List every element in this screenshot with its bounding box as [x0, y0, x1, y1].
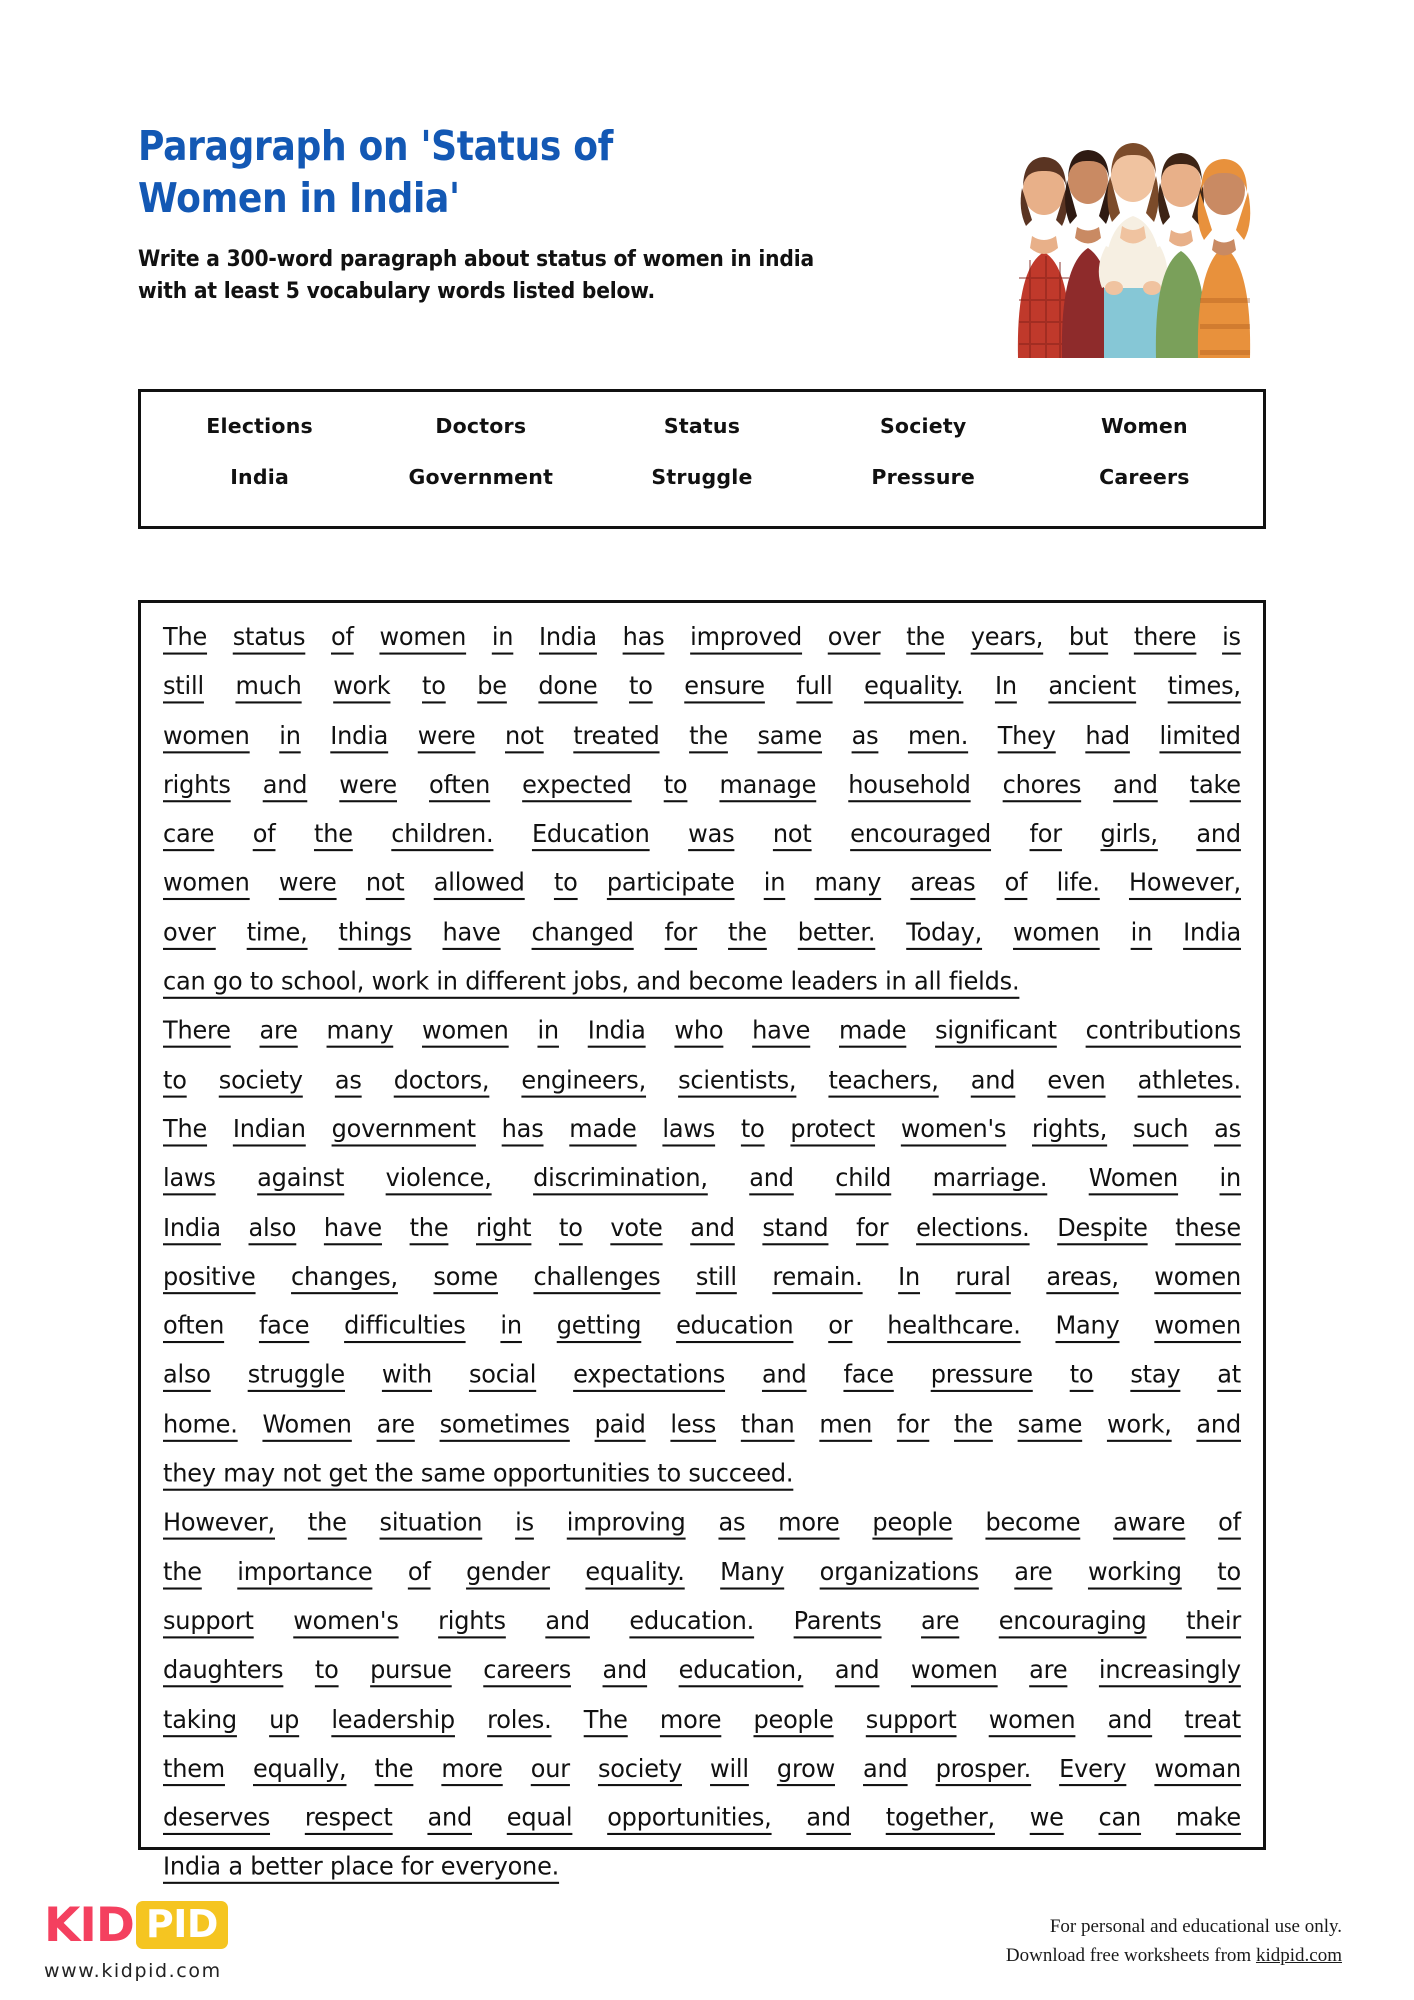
answer-line: India a better place for everyone. — [163, 1852, 560, 1882]
answer-line: can go to school, work in different jobs, and become leaders in all fields. — [163, 966, 1020, 996]
answer-line: to society as doctors, engineers, scientists, teachers, and even athletes. — [163, 1065, 1241, 1095]
answer-line: taking up leadership roles. The more people support women and treat — [163, 1704, 1241, 1734]
logo-kid-text: KID — [44, 1897, 134, 1953]
answer-line: support women's rights and education. Parents are encouraging their — [163, 1606, 1241, 1636]
vocabulary-word: Pressure — [871, 465, 976, 489]
answer-line: positive changes, some challenges still remain. In rural areas, women — [163, 1261, 1241, 1291]
vocabulary-word: Doctors — [435, 414, 527, 438]
answer-line: home. Women are sometimes paid less than men for the same work, and — [163, 1409, 1241, 1439]
answer-paragraph-box[interactable] — [138, 600, 1266, 1882]
answer-line: There are many women in India who have made significant contributions — [163, 1015, 1241, 1045]
vocabulary-word: Status — [663, 414, 741, 438]
answer-line: women were not allowed to participate in many areas of life. However, — [163, 868, 1241, 898]
vocabulary-row — [149, 414, 1255, 438]
answer-line: they may not get the same opportunities to succeed. — [163, 1458, 794, 1488]
instruction-text: Write a 300-word paragraph about status of women in india with at least 5 vocabulary words listed below. — [138, 245, 814, 305]
answer-line: daughters to pursue careers and education, and women are increasingly — [163, 1655, 1241, 1685]
answer-line: However, the situation is improving as more people become aware of — [163, 1507, 1241, 1537]
footer-note-line2 — [1006, 1941, 1342, 1970]
footer-note-prefix: Download free worksheets from — [1005, 1945, 1256, 1967]
answer-line: over time, things have changed for the better. Today, women in India — [163, 917, 1241, 947]
group-of-diverse-women-illustration — [1000, 128, 1266, 358]
vocabulary-row — [149, 465, 1255, 489]
answer-line: still much work to be done to ensure full equality. In ancient times, — [163, 671, 1241, 701]
answer-paragraph-text — [163, 613, 1241, 1892]
logo-pid-text: PID — [136, 1901, 228, 1949]
vocabulary-word: Elections — [206, 414, 313, 438]
answer-line: also struggle with social expectations and face pressure to stay at — [163, 1360, 1241, 1390]
answer-line: the importance of gender equality. Many organizations are working to — [163, 1556, 1241, 1587]
answer-line: deserves respect and equal opportunities, and together, we can make — [163, 1802, 1241, 1833]
answer-line: rights and were often expected to manage household chores and take — [163, 769, 1241, 800]
vocabulary-word: India — [230, 465, 289, 489]
vocabulary-word: Women — [1101, 414, 1188, 438]
logo-mark — [44, 1898, 344, 1952]
page-title: Paragraph on 'Status of Women in India' — [138, 122, 614, 223]
answer-line: women in India were not treated the same as men. They had limited — [163, 720, 1241, 750]
logo-url: www.kidpid.com — [44, 1960, 222, 1982]
answer-line: care of the children. Education was not encouraged for girls, and — [163, 819, 1241, 849]
answer-line: The status of women in India has improved over the years, but there is — [163, 622, 1241, 652]
answer-line: often face difficulties in getting education or healthcare. Many women — [163, 1311, 1241, 1341]
kidpid-logo[interactable] — [44, 1898, 344, 1982]
answer-line: The Indian government has made laws to protect women's rights, such as — [163, 1114, 1241, 1144]
vocabulary-word: Society — [879, 414, 967, 438]
answer-line: laws against violence, discrimination, and child marriage. Women in — [163, 1163, 1241, 1193]
vocabulary-word: Careers — [1099, 465, 1190, 489]
answer-line: India also have the right to vote and stand for elections. Despite these — [163, 1212, 1241, 1242]
answer-line: them equally, the more our society will grow and prosper. Every woman — [163, 1753, 1241, 1783]
kidpid-link[interactable]: kidpid.com — [1255, 1945, 1342, 1967]
footer-note — [1006, 1912, 1342, 1971]
vocabulary-word: Government — [408, 465, 554, 489]
footer-note-line1: For personal and educational use only. — [1049, 1916, 1342, 1937]
vocabulary-box — [138, 389, 1266, 529]
vocabulary-word: Struggle — [651, 465, 753, 489]
